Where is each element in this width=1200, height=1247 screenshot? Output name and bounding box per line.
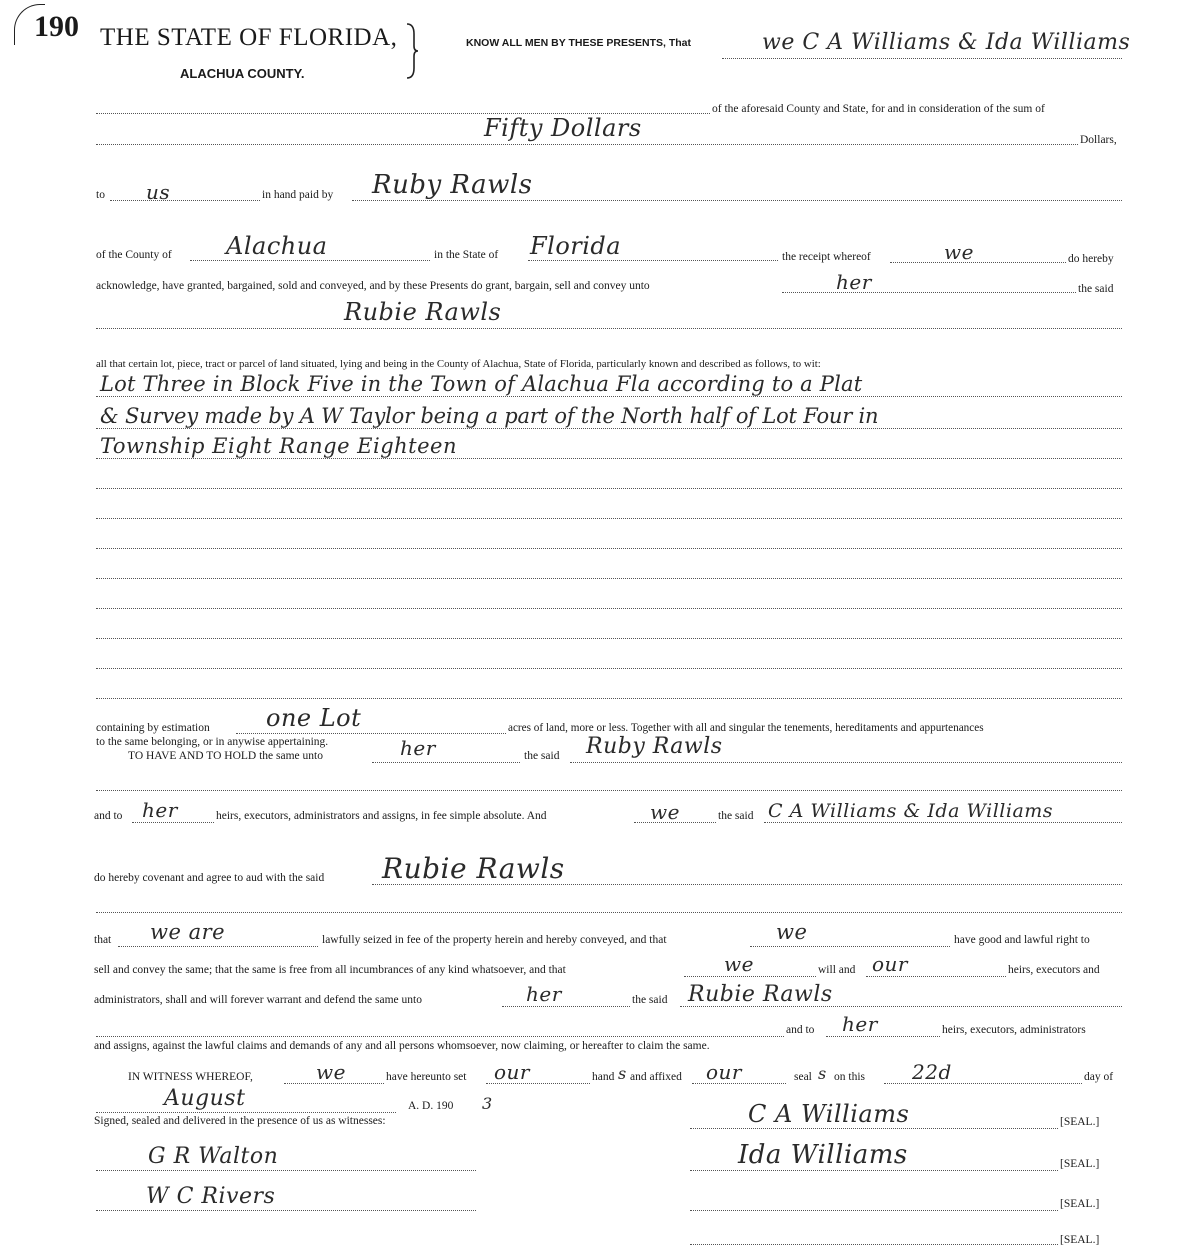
to-have-said-label: the said: [524, 750, 560, 762]
blank-line: [96, 790, 1122, 791]
witness-label: IN WITNESS WHEREOF,: [128, 1071, 253, 1083]
heirs-text: heirs, executors, administrators and assigns, in fee simple absolute. And: [216, 810, 547, 822]
state-label: in the State of: [434, 249, 499, 261]
witness-1: G R Walton: [148, 1144, 279, 1169]
to-have-line: [372, 762, 520, 763]
on-this-label: on this: [834, 1071, 865, 1083]
to-have-said-line: [570, 762, 1122, 763]
have-set-label: have hereunto set: [386, 1071, 467, 1083]
heirs-admin-text: heirs, executors, administrators: [942, 1024, 1086, 1036]
grantee-line: [96, 328, 1122, 329]
seal-1: [SEAL.]: [1060, 1116, 1100, 1128]
seal-4: [SEAL.]: [1060, 1234, 1100, 1246]
county-label: of the County of: [96, 249, 172, 261]
admin-said-label: the said: [632, 994, 668, 1006]
county-title: ALACHUA COUNTY.: [180, 66, 305, 81]
heirs-said-value: C A Williams & Ida Williams: [768, 800, 1054, 822]
description-line: [96, 396, 1122, 397]
day-of-label: day of: [1084, 1071, 1114, 1083]
sell-we-value: we: [724, 952, 754, 976]
blank-description-line: [96, 488, 1122, 489]
admin-unto-value: her: [526, 982, 562, 1006]
to-have-label: TO HAVE AND TO HOLD the same unto: [128, 750, 323, 762]
sell-text: sell and convey the same; that the same is free from all incumbrances of any kind whatsoever, and that: [94, 964, 566, 976]
that-value: we are: [150, 920, 226, 944]
receipt-line: [890, 262, 1066, 263]
payer-name: Ruby Rawls: [372, 170, 533, 200]
description-line-1: Lot Three in Block Five in the Town of Alachua Fla according to a Plat: [100, 372, 863, 396]
know-all-men-text: KNOW ALL MEN BY THESE PRESENTS, That: [466, 37, 691, 49]
state-line: [528, 260, 778, 261]
the-said-label: the said: [1078, 283, 1114, 295]
containing-rest: acres of land, more or less. Together with all and singular the tenements, hereditaments and appurtenances: [508, 722, 984, 734]
signature-2: Ida Williams: [738, 1140, 908, 1170]
month-line: [96, 1112, 396, 1113]
that-line: [118, 946, 318, 947]
page-number: 190: [34, 10, 79, 43]
and-to-value: her: [142, 798, 178, 822]
state-value: Florida: [530, 232, 622, 260]
containing-line: [236, 733, 506, 734]
blank-description-line: [96, 578, 1122, 579]
will-and-label: will and: [818, 964, 856, 976]
containing-label: containing by estimation: [96, 722, 210, 734]
signature-line: [690, 1170, 1058, 1171]
convey-line: [782, 292, 1076, 293]
and-to-label: and to: [94, 810, 123, 822]
land-intro-text: all that certain lot, piece, tract or parcel of land situated, lying and being in the County of Alachua, State of Florida, particularly known and described as follows, to wit:: [96, 358, 821, 370]
blank-line: [96, 912, 1122, 913]
seized-line: [750, 946, 950, 947]
seal-word-label: seal: [794, 1071, 812, 1083]
signature-line: [690, 1210, 1058, 1211]
witness-line: [96, 1210, 476, 1211]
to-have-said-value: Ruby Rawls: [586, 734, 723, 759]
and-to-2-label: and to: [786, 1024, 815, 1036]
covenant-label: do hereby covenant and agree to aud with the said: [94, 872, 325, 884]
seized-text: lawfully seized in fee of the property herein and hereby conveyed, and that: [322, 934, 667, 946]
heirs-said-label: the said: [718, 810, 754, 822]
seal-3: [SEAL.]: [1060, 1198, 1100, 1210]
day-value: 22d: [912, 1060, 952, 1084]
receipt-value: we: [944, 240, 974, 264]
do-hereby-label: do hereby: [1068, 253, 1114, 265]
header-brace: [405, 22, 419, 80]
grantors-name: we C A Williams & Ida Williams: [762, 30, 1131, 55]
receipt-label: the receipt whereof: [782, 251, 871, 263]
lawful-right-text: have good and lawful right to: [954, 934, 1090, 946]
consideration-text: of the aforesaid County and State, for and in consideration of the sum of: [712, 103, 1045, 115]
and-to-line: [132, 822, 214, 823]
amount-line: [96, 144, 1078, 145]
grantee-name: Rubie Rawls: [344, 298, 502, 326]
that-label: that: [94, 934, 112, 946]
dollars-label: Dollars,: [1080, 134, 1117, 146]
county-value: Alachua: [226, 232, 328, 260]
county-line: [190, 260, 430, 261]
witness-line: [96, 1170, 476, 1171]
ad-label: A. D. 190: [408, 1100, 454, 1112]
consideration-amount: Fifty Dollars: [484, 114, 642, 142]
grantors-line: [722, 58, 1122, 59]
and-we-value: we: [650, 800, 680, 824]
signature-1: C A Williams: [748, 1100, 910, 1128]
assigns-text: and assigns, against the lawful claims and demands of any and all persons whomsoever, now claiming, or hereafter to claim the same.: [94, 1040, 710, 1052]
blank-description-line: [96, 518, 1122, 519]
to-have-unto: her: [400, 736, 436, 760]
convey-text: acknowledge, have granted, bargained, sold and conveyed, and by these Presents do grant, bargain, sell and convey unto: [96, 280, 650, 292]
seal-2: [SEAL.]: [1060, 1158, 1100, 1170]
description-line-3: Township Eight Range Eighteen: [100, 434, 458, 458]
admin-text: administrators, shall and will forever warrant and defend the same unto: [94, 994, 422, 1006]
to-line: [110, 200, 260, 201]
sell-our-line: [866, 976, 1006, 977]
blank-line: [96, 1036, 784, 1037]
signed-label: Signed, sealed and delivered in the presence of us as witnesses:: [94, 1115, 386, 1127]
witness-our-value: our: [494, 1060, 530, 1084]
state-title: THE STATE OF FLORIDA,: [100, 24, 398, 51]
heirs-executors-text: heirs, executors and: [1008, 964, 1100, 976]
description-line-2: & Survey made by A W Taylor being a part of the North half of Lot Four in: [100, 404, 879, 428]
hand-s-value: s: [618, 1064, 627, 1083]
signature-line: [690, 1128, 1058, 1129]
covenant-value: Rubie Rawls: [382, 852, 565, 885]
month-value: August: [164, 1086, 246, 1111]
blank-description-line: [96, 548, 1122, 549]
witness-our2-value: our: [706, 1060, 742, 1084]
signature-line: [690, 1244, 1058, 1245]
blank-description-line: [96, 668, 1122, 669]
seized-value: we: [776, 920, 808, 944]
witness-we-value: we: [316, 1060, 346, 1084]
and-to-2-line: [826, 1036, 940, 1037]
blank-description-line: [96, 698, 1122, 699]
description-line: [96, 428, 1122, 429]
blank-description-line: [96, 608, 1122, 609]
containing-value: one Lot: [266, 704, 362, 732]
year-value: 3: [482, 1094, 493, 1113]
sell-we-line: [684, 976, 816, 977]
convey-unto: her: [836, 270, 872, 294]
affixed-label: and affixed: [630, 1071, 682, 1083]
paid-by-label: in hand paid by: [262, 189, 334, 201]
admin-said-value: Rubie Rawls: [688, 982, 833, 1007]
blank-description-line: [96, 638, 1122, 639]
payer-line: [352, 200, 1122, 201]
to-label: to: [96, 189, 105, 201]
appertaining-text: to the same belonging, or in anywise appertaining.: [96, 736, 329, 748]
sell-our-value: our: [872, 952, 908, 976]
description-line: [96, 458, 1122, 459]
hand-label: hand: [592, 1071, 615, 1083]
heirs-said-line: [764, 822, 1122, 823]
and-to-2-value: her: [842, 1012, 878, 1036]
admin-unto-line: [502, 1006, 630, 1007]
witness-2: W C Rivers: [146, 1184, 276, 1209]
seal-s-value: s: [818, 1064, 827, 1083]
to-payee: us: [146, 180, 171, 204]
